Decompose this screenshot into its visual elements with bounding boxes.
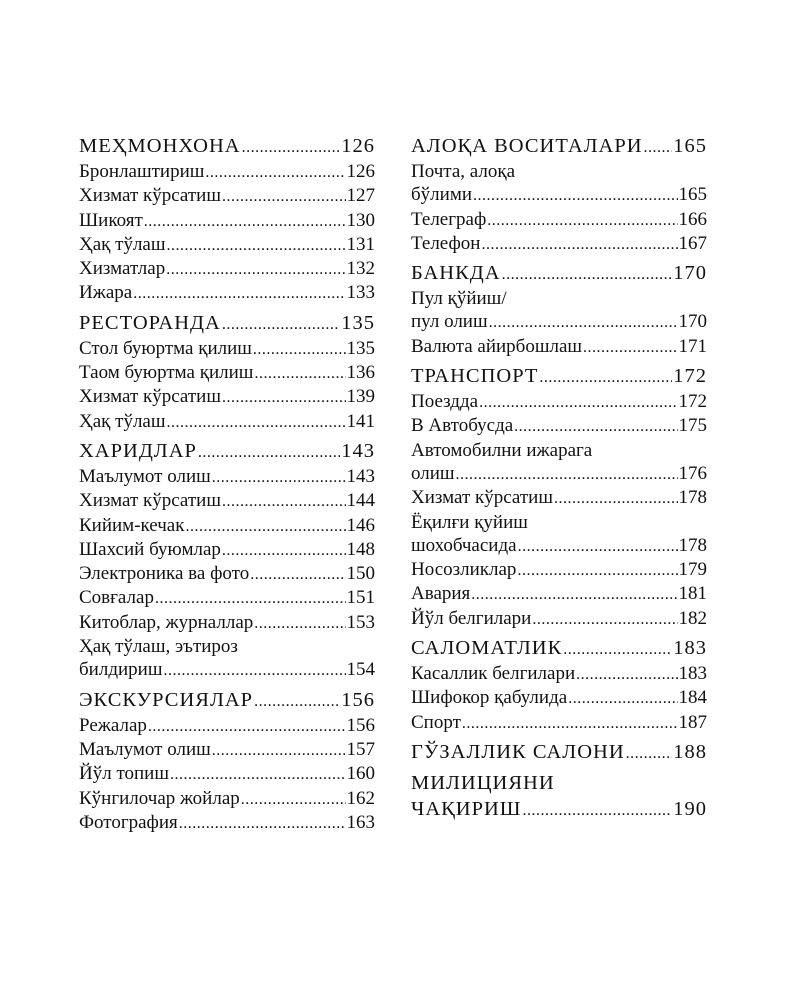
toc-section-heading[interactable] xyxy=(411,636,707,662)
dot-leader xyxy=(517,559,677,582)
page-number: 162 xyxy=(346,787,375,809)
page-number: 135 xyxy=(346,337,375,359)
dot-leader xyxy=(148,715,346,738)
toc-entry[interactable] xyxy=(79,635,375,658)
toc-entry[interactable] xyxy=(411,390,707,414)
page-number: 182 xyxy=(678,607,707,629)
page-number: 163 xyxy=(346,811,375,833)
page-number: 178 xyxy=(678,534,707,556)
page-number: 148 xyxy=(346,538,375,560)
toc-entry-label: олиш xyxy=(411,462,455,484)
dot-leader xyxy=(456,463,678,486)
dot-leader xyxy=(554,487,678,510)
toc-entry-label: Ижара xyxy=(79,282,133,304)
toc-entry[interactable] xyxy=(79,658,375,682)
toc-entry[interactable] xyxy=(79,811,375,835)
dot-leader xyxy=(222,386,346,409)
toc-section-heading[interactable] xyxy=(411,134,707,160)
toc-entry[interactable] xyxy=(79,184,375,208)
page-number: 156 xyxy=(341,688,375,711)
dot-leader xyxy=(462,712,678,735)
toc-heading-label: ХАРИДЛАР xyxy=(79,439,197,462)
toc-entry-label: Электроника ва фото xyxy=(79,563,250,585)
toc-entry[interactable] xyxy=(79,562,375,586)
toc-entry-label: Ҳақ тўлаш xyxy=(79,233,166,255)
toc-entry-label: Носозликлар xyxy=(411,559,517,581)
toc-entry-label: Режалар xyxy=(79,714,147,736)
page-number: 139 xyxy=(346,386,375,408)
page-number: 132 xyxy=(346,258,375,280)
toc-heading-label: ГЎЗАЛЛИК САЛОНИ xyxy=(411,740,625,763)
toc-entry-label: Валюта айирбошлаш xyxy=(411,335,583,357)
dot-leader xyxy=(583,336,677,359)
toc-entry[interactable] xyxy=(411,582,707,606)
page-number: 160 xyxy=(346,763,375,785)
toc-entry[interactable] xyxy=(411,486,707,510)
toc-heading-label: МИЛИЦИЯНИ xyxy=(411,771,555,794)
dot-leader xyxy=(489,311,678,334)
dot-leader xyxy=(242,136,341,160)
page-number: 166 xyxy=(678,208,707,230)
page-number: 126 xyxy=(341,135,375,157)
toc-entry[interactable] xyxy=(79,385,375,409)
toc-entry[interactable] xyxy=(411,462,707,486)
page-number: 172 xyxy=(678,391,707,413)
dot-leader xyxy=(502,263,673,287)
toc-section-heading[interactable] xyxy=(411,771,707,795)
toc-entry-label: Ёқилғи қуйиш xyxy=(411,511,528,533)
page-number: 190 xyxy=(673,797,707,820)
dot-leader xyxy=(179,812,346,835)
toc-heading-label: ЭКСКУРСИЯЛАР xyxy=(79,688,254,711)
toc-entry[interactable] xyxy=(79,762,375,786)
toc-section-heading[interactable] xyxy=(411,364,707,390)
toc-entry[interactable] xyxy=(79,257,375,281)
toc-entry[interactable] xyxy=(411,607,707,631)
toc-entry-label: Пул қўйиш/ xyxy=(411,288,507,310)
toc-entry[interactable] xyxy=(411,662,707,686)
page-number: 179 xyxy=(678,559,707,581)
toc-heading-label: РЕСТОРАНДА xyxy=(79,311,221,334)
dot-leader xyxy=(222,313,340,337)
dot-leader xyxy=(144,210,346,233)
dot-leader xyxy=(163,659,345,682)
toc-section-heading[interactable] xyxy=(79,688,375,714)
toc-section xyxy=(79,311,375,434)
page-number: 167 xyxy=(678,232,707,254)
dot-leader xyxy=(222,539,346,562)
page-number: 154 xyxy=(346,659,375,681)
dot-leader xyxy=(254,612,345,635)
toc-entry[interactable] xyxy=(79,361,375,385)
toc-entry-label: Шахсий буюмлар xyxy=(79,538,221,560)
toc-entry-label: Хизмат кўрсатиш xyxy=(79,185,221,207)
dot-leader xyxy=(481,233,677,256)
toc-entry-label: Касаллик белгилари xyxy=(411,663,576,685)
page-number: 151 xyxy=(346,587,375,609)
toc-section xyxy=(411,134,707,256)
toc-entry-label: Хизматлар xyxy=(79,258,166,280)
toc-entry[interactable] xyxy=(79,489,375,513)
dot-leader xyxy=(253,338,346,361)
toc-entry[interactable] xyxy=(79,209,375,233)
toc-entry[interactable] xyxy=(79,586,375,610)
toc-entry-label: Фотография xyxy=(79,811,178,833)
page-number: 165 xyxy=(678,184,707,206)
page-number: 141 xyxy=(346,410,375,432)
dot-leader xyxy=(254,690,340,714)
toc-section xyxy=(411,771,707,823)
page-number: 183 xyxy=(678,663,707,685)
toc-entry[interactable] xyxy=(411,414,707,438)
toc-entry-label: Бронлаштириш xyxy=(79,161,205,182)
toc-section xyxy=(79,688,375,835)
toc-section-heading[interactable] xyxy=(79,311,375,337)
toc-entry[interactable] xyxy=(79,337,375,361)
toc-entry-label: билдириш xyxy=(79,659,163,681)
dot-leader xyxy=(170,763,346,786)
toc-entry-label: Китоблар, журналлар xyxy=(79,611,254,633)
toc-entry[interactable] xyxy=(79,410,375,434)
page-number: 146 xyxy=(346,514,375,536)
page-number: 133 xyxy=(346,282,375,304)
toc-entry[interactable] xyxy=(79,714,375,738)
toc-heading-label: ТРАНСПОРТ xyxy=(411,365,539,388)
toc-section xyxy=(79,439,375,683)
toc-entry-label: бўлими xyxy=(411,184,473,206)
dot-leader xyxy=(254,362,345,385)
page-number: 172 xyxy=(673,365,707,388)
dot-leader xyxy=(250,563,345,586)
toc-entry[interactable] xyxy=(79,538,375,562)
page-number: 170 xyxy=(678,311,707,333)
page-number: 170 xyxy=(673,262,707,285)
toc-entry-label: Телеграф xyxy=(411,208,487,230)
toc-entry-label: Ҳақ тўлаш xyxy=(79,410,166,432)
page-number: 157 xyxy=(346,738,375,760)
page-number: 135 xyxy=(341,311,375,334)
toc-entry[interactable] xyxy=(79,465,375,489)
dot-leader xyxy=(222,185,346,208)
page-number: 136 xyxy=(346,362,375,384)
toc-entry[interactable] xyxy=(411,287,707,310)
page-number: 187 xyxy=(678,711,707,733)
toc-entry[interactable] xyxy=(411,160,707,183)
toc-entry-label: Маълумот олиш xyxy=(79,465,211,487)
page-number: 156 xyxy=(346,714,375,736)
toc-entry-label: Телефон xyxy=(411,232,481,254)
dot-leader xyxy=(222,490,346,513)
toc-entry-label: Шифокор қабулида xyxy=(411,687,568,709)
toc-entry-label: Кўнгилочар жойлар xyxy=(79,787,240,809)
toc-entry[interactable] xyxy=(79,160,375,184)
toc-entry-label: Спорт xyxy=(411,711,461,733)
toc-entry[interactable] xyxy=(79,233,375,257)
toc-section-heading[interactable] xyxy=(79,134,375,160)
dot-leader xyxy=(133,282,345,305)
dot-leader xyxy=(479,391,677,414)
dot-leader xyxy=(166,411,345,434)
toc-entry-label: шохобчасида xyxy=(411,534,517,556)
dot-leader xyxy=(212,466,346,489)
page-number: 153 xyxy=(346,611,375,633)
toc-entry[interactable] xyxy=(411,232,707,256)
toc-entry[interactable] xyxy=(411,686,707,710)
toc-entry-label: Хизмат кўрсатиш xyxy=(79,386,221,408)
toc-section-heading[interactable] xyxy=(411,797,707,823)
toc-entry-label: В Автобусда xyxy=(411,415,514,437)
toc-entry-label: Маълумот олиш xyxy=(79,738,211,760)
toc-entry[interactable] xyxy=(411,511,707,534)
page-number: 176 xyxy=(678,462,707,484)
toc-entry[interactable] xyxy=(411,310,707,334)
dot-leader xyxy=(532,608,677,631)
toc-section-heading[interactable] xyxy=(411,261,707,287)
page-number: 181 xyxy=(678,583,707,605)
toc-section-heading[interactable] xyxy=(411,740,707,766)
toc-entry-label: Ҳақ тўлаш, эътироз xyxy=(79,636,238,658)
toc-entry[interactable] xyxy=(411,711,707,735)
dot-leader xyxy=(539,366,672,390)
dot-leader xyxy=(212,739,346,762)
page-number: 150 xyxy=(346,563,375,585)
dot-leader xyxy=(487,209,677,232)
toc-right-column xyxy=(411,132,707,828)
toc-entry[interactable] xyxy=(79,738,375,762)
toc-entry-label: Автомобилни ижарага xyxy=(411,439,593,461)
toc-entry-label: пул олиш xyxy=(411,311,488,333)
page-number: 143 xyxy=(346,465,375,487)
page-number: 131 xyxy=(346,233,375,255)
toc-heading-label: САЛОМАТЛИК xyxy=(411,637,563,660)
toc-entry-label: Авария xyxy=(411,583,471,605)
dot-leader xyxy=(473,184,677,207)
toc-entry[interactable] xyxy=(79,514,375,538)
toc-entry[interactable] xyxy=(411,335,707,359)
toc-entry[interactable] xyxy=(411,558,707,582)
toc-section xyxy=(411,364,707,631)
page-number: 175 xyxy=(678,415,707,437)
page-number: 130 xyxy=(346,209,375,231)
dot-leader xyxy=(241,788,346,811)
page-number: 127 xyxy=(346,185,375,207)
toc-section xyxy=(411,636,707,735)
toc-entry-label: Кийим-кечак xyxy=(79,514,185,536)
dot-leader xyxy=(523,799,673,823)
toc-heading-label: МЕҲМОНХОНА xyxy=(79,135,241,157)
dot-leader xyxy=(568,687,677,710)
toc-entry[interactable] xyxy=(79,787,375,811)
dot-leader xyxy=(166,258,345,281)
dot-leader xyxy=(166,234,345,257)
dot-leader xyxy=(205,161,345,184)
toc-section xyxy=(79,134,375,306)
toc-heading-label: ЧАҚИРИШ xyxy=(411,797,522,820)
toc-entry-label: Таом буюртма қилиш xyxy=(79,362,254,384)
toc-section xyxy=(411,740,707,766)
dot-leader xyxy=(626,742,673,766)
toc-entry-label: Хизмат кўрсатиш xyxy=(411,487,553,509)
dot-leader xyxy=(644,136,673,160)
toc-entry[interactable] xyxy=(411,208,707,232)
dot-leader xyxy=(563,638,672,662)
page-number: 143 xyxy=(341,439,375,462)
toc-entry-label: Почта, алоқа xyxy=(411,161,515,182)
toc-entry[interactable] xyxy=(411,183,707,207)
toc-entry[interactable] xyxy=(411,534,707,558)
page-number: 165 xyxy=(673,135,707,157)
toc-entry[interactable] xyxy=(411,439,707,462)
toc-section-heading[interactable] xyxy=(79,439,375,465)
toc-entry[interactable] xyxy=(79,281,375,305)
toc-left-column xyxy=(79,132,375,840)
toc-entry-label: Йўл топиш xyxy=(79,763,169,785)
dot-leader xyxy=(576,663,677,686)
toc-entry-label: Стол буюртма қилиш xyxy=(79,337,252,359)
toc-heading-label: АЛОҚА ВОСИТАЛАРИ xyxy=(411,135,643,157)
page-number: 126 xyxy=(346,161,375,182)
dot-leader xyxy=(518,535,678,558)
toc-entry-label: Поездда xyxy=(411,391,479,413)
toc-entry-label: Йўл белгилари xyxy=(411,607,532,629)
toc-entry-label: Хизмат кўрсатиш xyxy=(79,490,221,512)
page-number: 178 xyxy=(678,487,707,509)
page-number: 144 xyxy=(346,490,375,512)
page-number: 188 xyxy=(673,740,707,763)
dot-leader xyxy=(471,583,677,606)
toc-heading-label: БАНКДА xyxy=(411,262,501,285)
toc-section xyxy=(411,261,707,359)
dot-leader xyxy=(514,415,677,438)
toc-entry-label: Шикоят xyxy=(79,209,143,231)
dot-leader xyxy=(185,515,345,538)
page-number: 171 xyxy=(678,335,707,357)
dot-leader xyxy=(155,587,346,610)
dot-leader xyxy=(198,441,340,465)
toc-entry-label: Совғалар xyxy=(79,587,154,609)
page-number: 183 xyxy=(673,637,707,660)
toc-entry[interactable] xyxy=(79,611,375,635)
page-number: 184 xyxy=(678,687,707,709)
